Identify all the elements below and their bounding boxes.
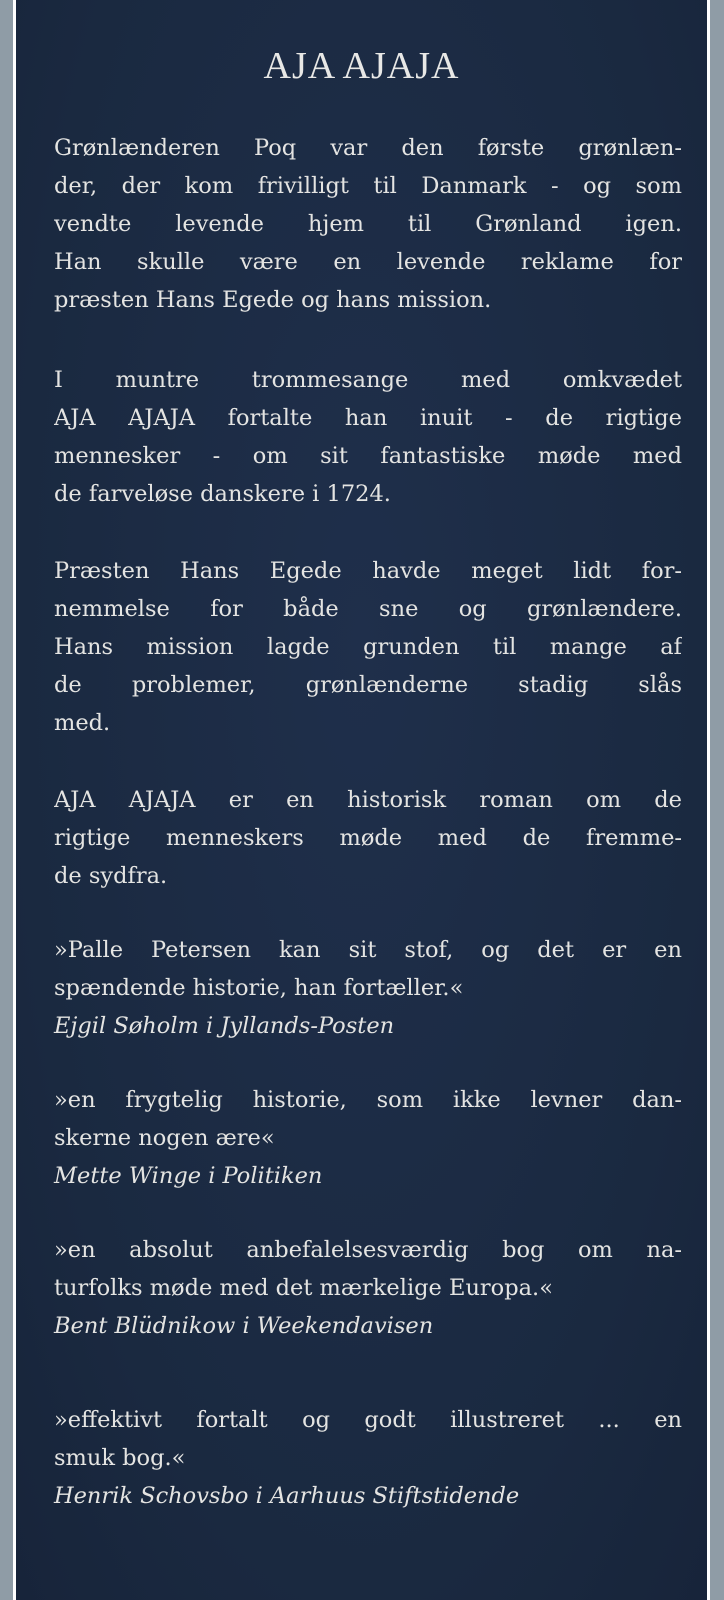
paragraph-hans-egede — [54, 552, 682, 742]
quote-line: »Palle Petersen kan sit stof, og det er en — [54, 937, 682, 963]
paragraph-intro — [54, 129, 682, 319]
text-line: Han skulle være en levende reklame for — [54, 249, 682, 275]
quote-line: »en frygtelig historie, som ikke levner dan- — [54, 1087, 682, 1113]
quote-line: skerne nogen ære« — [54, 1125, 275, 1151]
book-back-cover — [13, 0, 710, 1600]
text-line: præsten Hans Egede og hans mission. — [54, 287, 492, 313]
text-line: Præsten Hans Egede havde meget lidt for- — [54, 558, 682, 584]
quote-source: Ejgil Søholm i Jyllands-Posten — [54, 1013, 395, 1039]
review-quote — [54, 1401, 682, 1515]
quote-source: Mette Winge i Politiken — [54, 1163, 323, 1189]
book-title: AJA AJAJA — [263, 45, 460, 87]
text-line: vendte levende hjem til Grønland igen. — [54, 211, 682, 237]
text-line: de sydfra. — [54, 863, 168, 889]
review-quote — [54, 931, 682, 1045]
text-line: I muntre trommesange med omkvædet — [54, 367, 682, 393]
quote-source: Bent Blüdnikow i Weekendavisen — [54, 1313, 434, 1339]
text-line: med. — [54, 710, 111, 736]
review-quote — [54, 1081, 682, 1195]
text-line: AJA AJAJA er en historisk roman om de — [54, 787, 682, 813]
paragraph-novel — [54, 781, 682, 895]
quote-line: turfolks møde med det mærkelige Europa.« — [54, 1275, 553, 1301]
review-quote — [54, 1231, 682, 1345]
quote-line: smuk bog.« — [54, 1445, 186, 1471]
text-line: de farveløse danskere i 1724. — [54, 481, 391, 507]
quote-source: Henrik Schovsbo i Aarhuus Stiftstidende — [54, 1483, 520, 1509]
quote-line: »en absolut anbefalelsesværdig bog om na- — [54, 1237, 682, 1263]
text-line: nemmelse for både sne og grønlændere. — [54, 596, 682, 622]
quote-line: »effektivt fortalt og godt illustreret ... en — [54, 1407, 682, 1433]
text-line: mennesker - om sit fantastiske møde med — [54, 443, 682, 469]
paragraph-drum-songs — [54, 361, 682, 513]
text-line: der, der kom frivilligt til Danmark - og som — [54, 173, 682, 199]
text-line: AJA AJAJA fortalte han inuit - de rigtige — [54, 405, 682, 431]
quote-line: spændende historie, han fortæller.« — [54, 975, 464, 1001]
cover-panel — [16, 0, 707, 1600]
text-line: Hans mission lagde grunden til mange af — [54, 634, 682, 660]
text-line: de problemer, grønlænderne stadig slås — [54, 672, 682, 698]
text-line: Grønlænderen Poq var den første grønlæn- — [54, 135, 682, 161]
text-line: rigtige menneskers møde med de fremme- — [54, 825, 682, 851]
